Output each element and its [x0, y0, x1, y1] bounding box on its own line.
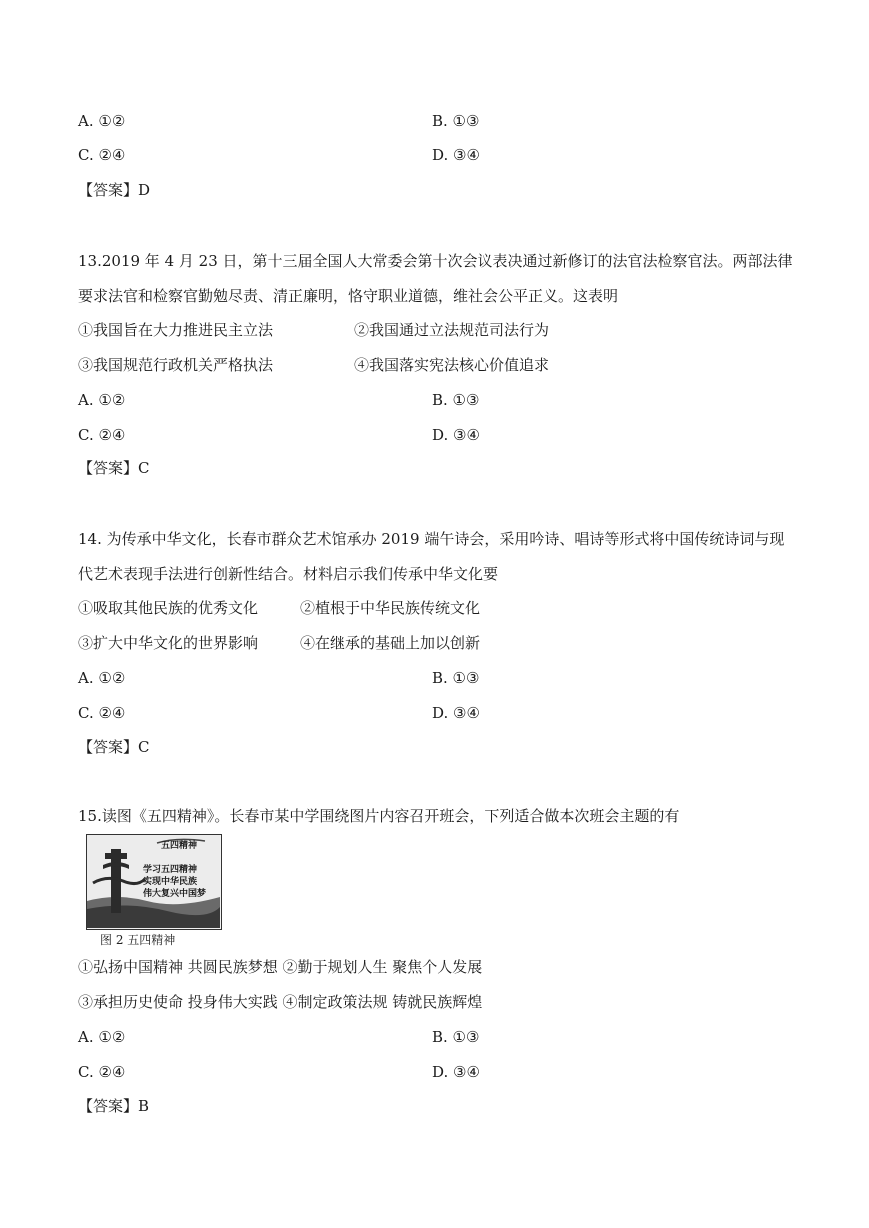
q15-answer: 【答案】B [78, 1097, 150, 1115]
q13-option-a: A. ①② [78, 391, 126, 409]
q13-stem-line2: 要求法官和检察官勤勉尽责、清正廉明，恪守职业道德，维社会公平正义。这表明 [78, 287, 619, 305]
q14-statement-4: ④在继承的基础上加以创新 [300, 634, 481, 652]
q13-option-d: D. ③④ [432, 426, 480, 444]
q13-answer: 【答案】C [78, 459, 150, 477]
q12-answer: 【答案】D [78, 181, 151, 199]
q12-option-b: B. ①③ [432, 112, 480, 130]
q15-option-c: C. ②④ [78, 1063, 126, 1081]
q14-option-c: C. ②④ [78, 704, 126, 722]
q13-statement-4: ④我国落实宪法核心价值追求 [354, 356, 550, 374]
q13-option-c: C. ②④ [78, 426, 126, 444]
q12-option-d: D. ③④ [432, 146, 480, 164]
q13-option-b: B. ①③ [432, 391, 480, 409]
wusi-spirit-figure [86, 834, 222, 952]
wusi-poster-image [86, 834, 222, 930]
q14-answer: 【答案】C [78, 738, 150, 756]
q15-option-a: A. ①② [78, 1028, 126, 1046]
q14-statement-2: ②植根于中华民族传统文化 [300, 599, 481, 617]
q14-option-d: D. ③④ [432, 704, 480, 722]
q12-option-a: A. ①② [78, 112, 126, 130]
q14-option-b: B. ①③ [432, 669, 480, 687]
q15-statements-1-2: ①弘扬中国精神 共圆民族梦想 ②勤于规划人生 聚焦个人发展 [78, 958, 483, 976]
q12-option-c: C. ②④ [78, 146, 126, 164]
figure-caption: 图 2 五四精神 [100, 933, 176, 947]
poster-slogan-line3: 伟大复兴中国梦 [143, 889, 207, 899]
q14-stem-line2: 代艺术表现手法进行创新性结合。材料启示我们传承中华文化要 [78, 565, 499, 583]
q14-statement-1: ①吸取其他民族的优秀文化 [78, 599, 259, 617]
q15-statements-3-4: ③承担历史使命 投身伟大实践 ④制定政策法规 铸就民族辉煌 [78, 993, 483, 1011]
q13-statement-1: ①我国旨在大力推进民主立法 [78, 321, 274, 339]
q14-stem-line1: 14. 为传承中华文化，长春市群众艺术馆承办 2019 端午诗会，采用吟诗、唱诗等形式将中国传统诗词与现 [78, 530, 785, 548]
q13-statement-3: ③我国规范行政机关严格执法 [78, 356, 274, 374]
q14-option-a: A. ①② [78, 669, 126, 687]
poster-slogan-line1: 学习五四精神 [143, 865, 198, 875]
q14-statement-3: ③扩大中华文化的世界影响 [78, 634, 259, 652]
q15-stem: 15.读图《五四精神》。长春市某中学围绕图片内容召开班会，下列适合做本次班会主题的有 [78, 807, 680, 825]
poster-slogan-line2: 实现中华民族 [143, 877, 198, 887]
poster-top-text: 五四精神 [161, 841, 198, 851]
q15-option-d: D. ③④ [432, 1063, 480, 1081]
q13-stem-line1: 13.2019 年 4 月 23 日，第十三届全国人大常委会第十次会议表决通过新修订的法官法检察官法。两部法律 [78, 252, 793, 270]
q13-statement-2: ②我国通过立法规范司法行为 [354, 321, 550, 339]
q15-option-b: B. ①③ [432, 1028, 480, 1046]
